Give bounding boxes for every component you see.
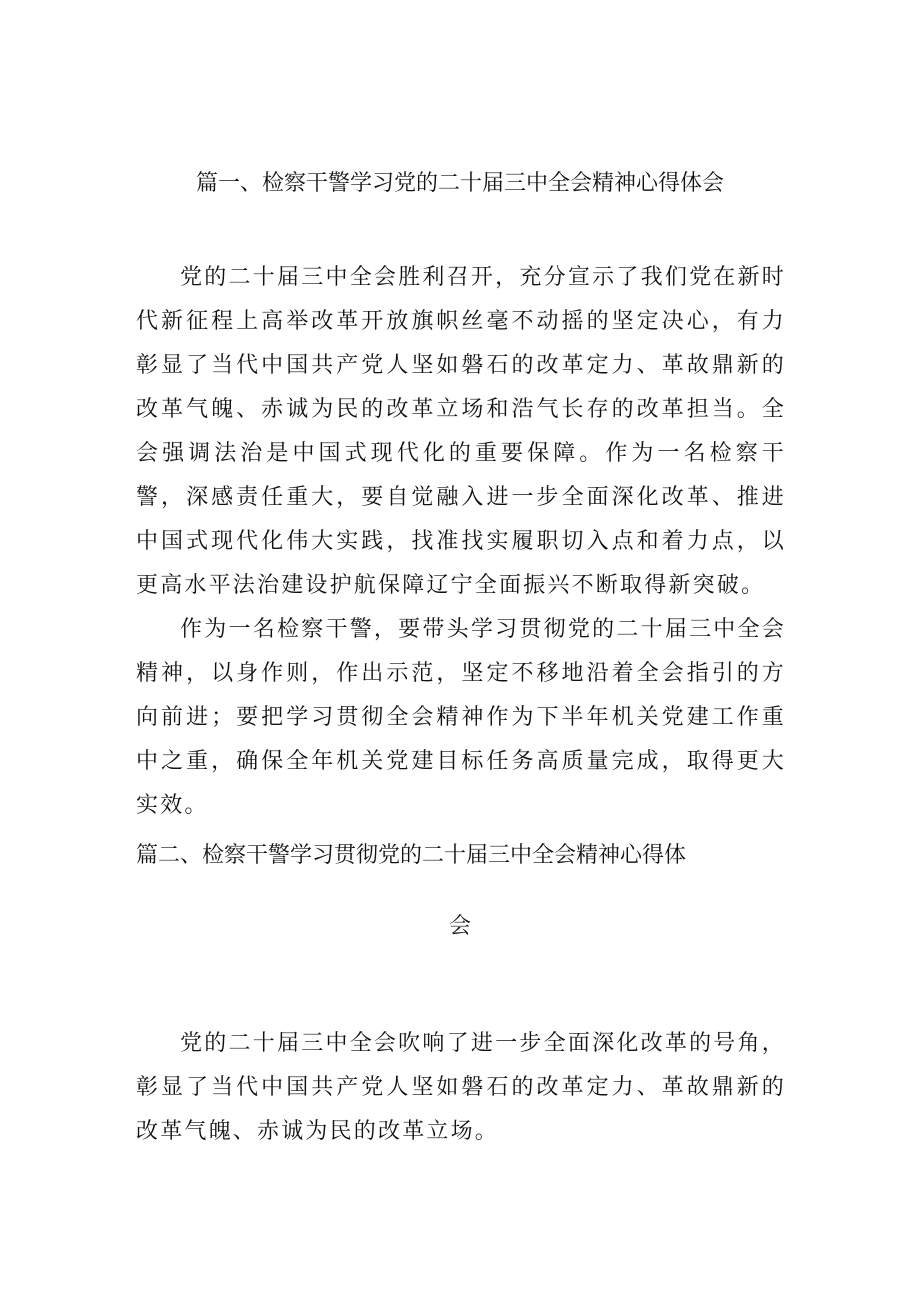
article-1-paragraph-2: 作为一名检察干警，要带头学习贯彻党的二十届三中全会精神，以身作则，作出示范，坚定不移地沿着全会指引的方向前进；要把学习贯彻全会精神作为下半年机关党建工作重中之重，确保全年机关党建目标任务高质量完成，取得更大实效。 (136, 617, 786, 818)
article-2-title-line-1: 篇二、检察干警学习贯彻党的二十届三中全会精神心得体 (136, 843, 687, 868)
article-1-title: 篇一、检察干警学习党的二十届三中全会精神心得体会 (195, 171, 724, 196)
article-2-title-line-2: 会 (448, 914, 471, 939)
article-2-paragraph-1: 党的二十届三中全会吹响了进一步全面深化改革的号角，彰显了当代中国共产党人坚如磐石的改革定力、革故鼎新的改革气魄、赤诚为民的改革立场。 (136, 1031, 786, 1144)
article-2-body (136, 1022, 786, 1154)
article-1-body (136, 256, 786, 828)
article-1-paragraph-1: 党的二十届三中全会胜利召开，充分宣示了我们党在新时代新征程上高举改革开放旗帜丝毫不动摇的坚定决心，有力彰显了当代中国共产党人坚如磐石的改革定力、革故鼎新的改革气魄、赤诚为民的改革立场和浩气长存的改革担当。全会强调法治是中国式现代化的重要保障。作为一名检察干警，深感责任重大，要自觉融入进一步全面深化改革、推进中国式现代化伟大实践，找准找实履职切入点和着力点，以更高水平法治建设护航保障辽宁全面振兴不断取得新突破。 (136, 265, 786, 598)
